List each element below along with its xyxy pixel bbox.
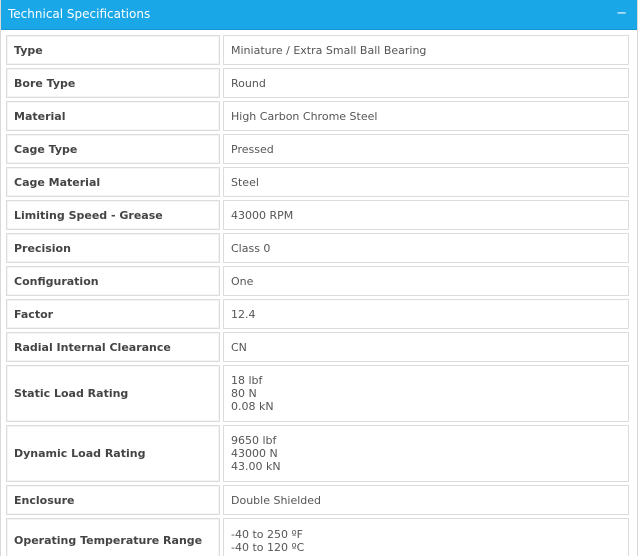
- spec-row: [6, 134, 629, 164]
- spec-value-line: 9650 lbf: [231, 434, 277, 447]
- spec-label: Enclosure: [6, 485, 220, 515]
- panel-header[interactable]: [1, 0, 637, 30]
- spec-value: [223, 134, 629, 164]
- spec-value-line: 43000 RPM: [231, 208, 294, 222]
- spec-label: Cage Type: [6, 134, 220, 164]
- spec-value: [223, 518, 629, 556]
- spec-value: [223, 200, 629, 230]
- spec-row: [6, 518, 629, 556]
- spec-value-line: 43000 N: [231, 447, 278, 460]
- spec-row: [6, 299, 629, 329]
- spec-value: [223, 332, 629, 362]
- spec-label: Static Load Rating: [6, 365, 220, 422]
- spec-value-line: 43.00 kN: [231, 460, 281, 473]
- spec-value: [223, 299, 629, 329]
- spec-value: [223, 365, 629, 422]
- spec-row: [6, 167, 629, 197]
- spec-row: [6, 35, 629, 65]
- spec-label: Operating Temperature Range: [6, 518, 220, 556]
- spec-label: Limiting Speed - Grease: [6, 200, 220, 230]
- spec-value: [223, 167, 629, 197]
- spec-row: [6, 68, 629, 98]
- spec-value-line: 12.4: [231, 307, 256, 321]
- spec-label: Configuration: [6, 266, 220, 296]
- spec-value-line: Pressed: [231, 142, 274, 156]
- spec-label: Radial Internal Clearance: [6, 332, 220, 362]
- spec-value-line: Steel: [231, 175, 259, 189]
- spec-value: [223, 425, 629, 482]
- spec-value: [223, 233, 629, 263]
- spec-value-line: Double Shielded: [231, 493, 322, 507]
- spec-label: Bore Type: [6, 68, 220, 98]
- spec-value: [223, 35, 629, 65]
- spec-label: Cage Material: [6, 167, 220, 197]
- panel-title: Technical Specifications: [8, 7, 151, 21]
- spec-value: [223, 68, 629, 98]
- spec-row: [6, 200, 629, 230]
- spec-value-line: 80 N: [231, 387, 257, 400]
- spec-value-line: 0.08 kN: [231, 400, 274, 413]
- spec-value-line: -40 to 250 ºF: [231, 527, 304, 541]
- spec-label: Type: [6, 35, 220, 65]
- spec-row: [6, 485, 629, 515]
- spec-row: [6, 332, 629, 362]
- spec-value-line: Class 0: [231, 241, 271, 255]
- spec-value-line: Round: [231, 76, 266, 90]
- spec-value-line: -40 to 120 ºC: [231, 540, 305, 554]
- spec-value-line: 18 lbf: [231, 374, 263, 387]
- spec-row: [6, 101, 629, 131]
- spec-value-line: One: [231, 274, 254, 288]
- spec-value: [223, 101, 629, 131]
- spec-value-line: CN: [231, 340, 247, 354]
- spec-value: [223, 485, 629, 515]
- spec-row: [6, 365, 629, 422]
- spec-value-line: Miniature / Extra Small Ball Bearing: [231, 43, 427, 57]
- spec-row: [6, 233, 629, 263]
- spec-row: [6, 425, 629, 482]
- spec-row: [6, 266, 629, 296]
- spec-label: Precision: [6, 233, 220, 263]
- spec-label: Material: [6, 101, 220, 131]
- spec-value-line: High Carbon Chrome Steel: [231, 109, 378, 123]
- specs-table: [3, 32, 632, 556]
- spec-value: [223, 266, 629, 296]
- spec-label: Dynamic Load Rating: [6, 425, 220, 482]
- minus-icon[interactable]: −: [616, 6, 627, 21]
- spec-label: Factor: [6, 299, 220, 329]
